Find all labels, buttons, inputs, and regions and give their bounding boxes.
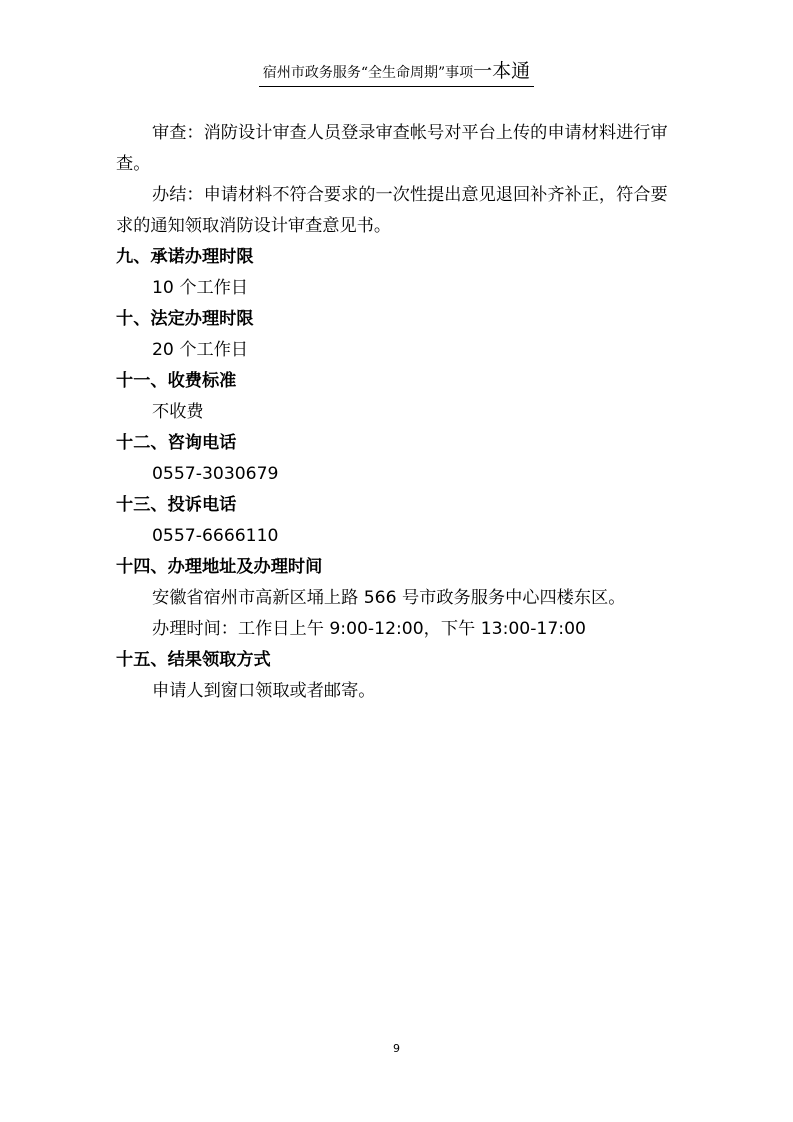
section-value-result-pickup: 申请人到窗口领取或者邮寄。 [152,681,376,701]
section-heading-complaint-phone: 十三、投诉电话 [116,495,237,515]
section-heading-commit-time: 九、承诺办理时限 [116,247,254,267]
section-value-consult-phone: 0557-3030679 [152,464,279,484]
section-value-commit-time: 10 个工作日 [152,278,249,298]
section-value-legal-time: 20 个工作日 [152,340,249,360]
header-title-main: 宿州市政务服务“全生命周期”事项 [262,65,474,81]
section-heading-consult-phone: 十二、咨询电话 [116,433,237,453]
section-value-fee: 不收费 [152,402,204,422]
section-heading-result-pickup: 十五、结果领取方式 [116,650,271,670]
section-value-hours: 办理时间：工作日上午 9:00-12:00，下午 13:00-17:00 [152,619,586,639]
header-title [259,56,534,87]
section-value-complaint-phone: 0557-6666110 [152,526,279,546]
header-title-tail: 一本通 [473,60,531,82]
conclusion-paragraph: 办结：申请材料不符合要求的一次性提出意见退回补齐补正，符合要求的通知领取消防设计审查意见书。 [116,185,668,236]
section-value-address: 安徽省宿州市高新区埇上路 566 号市政务服务中心四楼东区。 [152,588,626,608]
section-heading-legal-time: 十、法定办理时限 [116,309,254,329]
section-heading-fee: 十一、收费标准 [116,371,237,391]
page-number: 9 [393,1042,400,1055]
review-paragraph: 审查：消防设计审查人员登录审查帐号对平台上传的申请材料进行审查。 [116,123,668,174]
section-heading-address-hours: 十四、办理地址及办理时间 [116,557,323,577]
page-header [0,56,793,87]
document-body [116,118,676,707]
